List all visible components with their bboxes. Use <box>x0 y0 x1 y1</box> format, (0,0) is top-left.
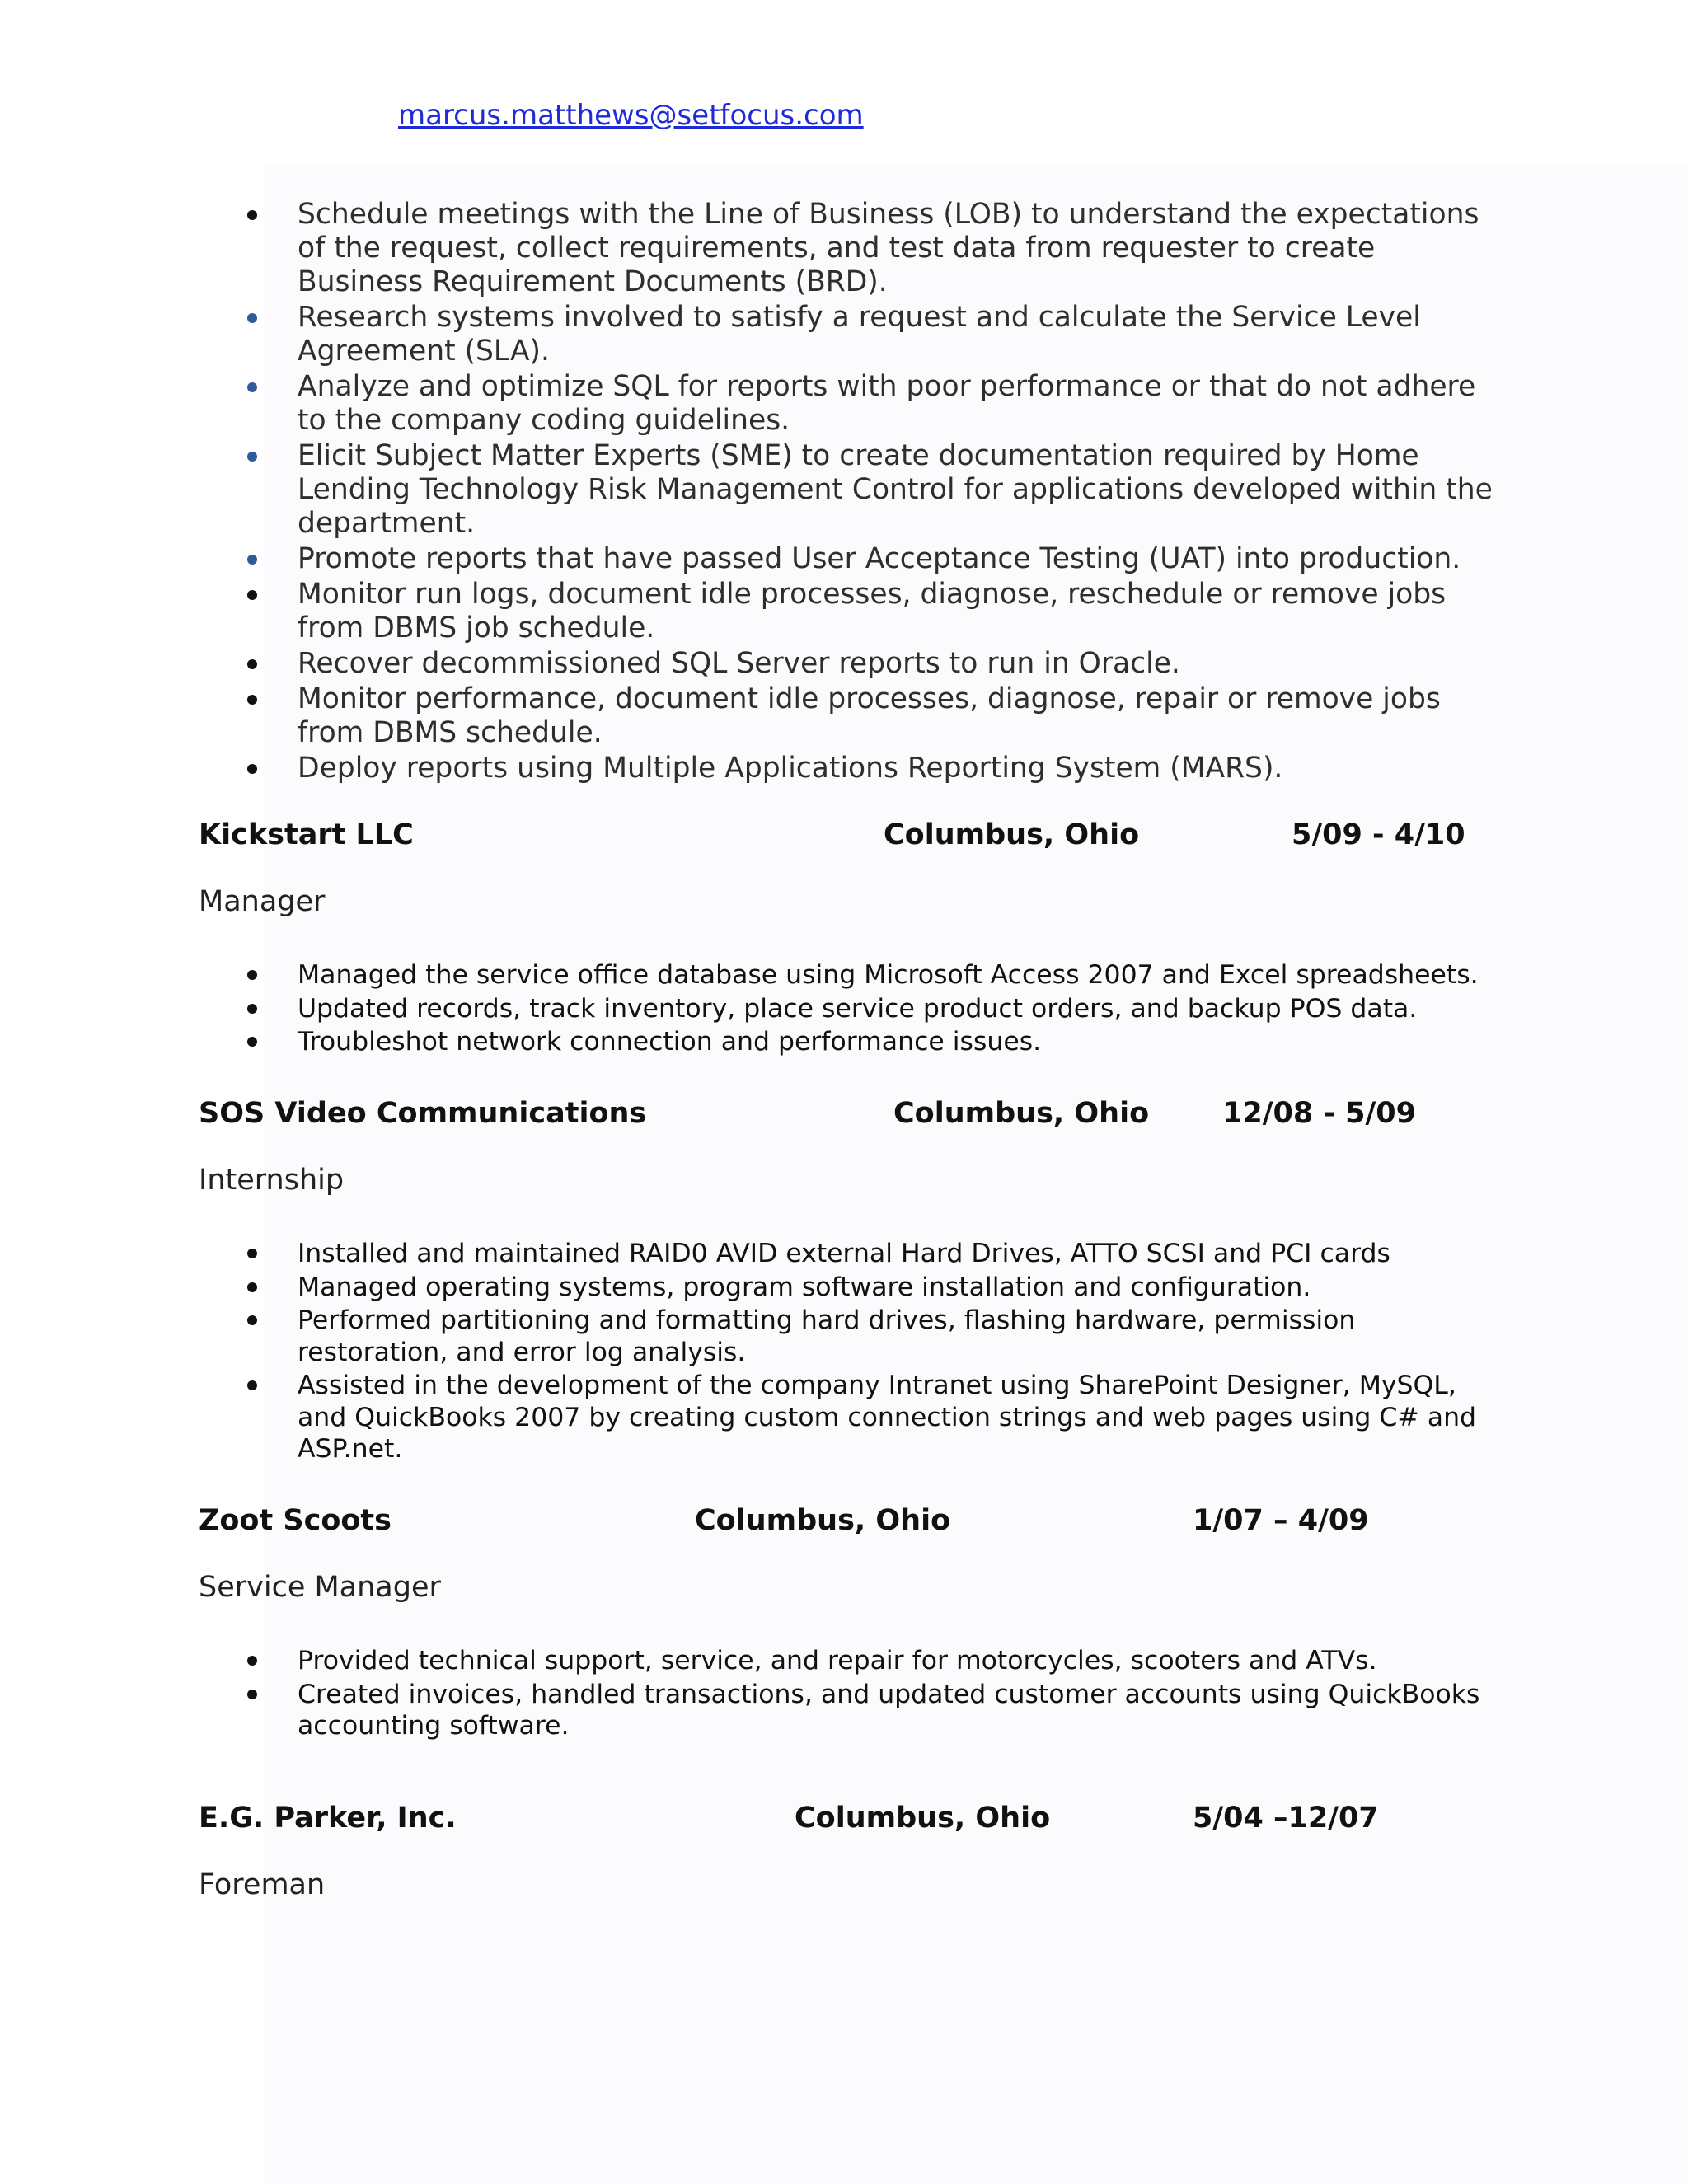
bullet-icon <box>247 382 257 392</box>
list-item: Managed operating systems, program software installation and configuration. <box>0 1272 1500 1304</box>
bullet-icon <box>247 1282 257 1292</box>
bullet-icon <box>247 1315 257 1325</box>
job-title: Foreman <box>199 1868 326 1901</box>
bullet-icon <box>247 590 257 600</box>
job-location: Columbus, Ohio <box>795 1802 1051 1835</box>
company-name: Zoot Scoots <box>199 1504 392 1537</box>
job-title: Manager <box>199 885 326 918</box>
bullet-icon <box>247 1249 257 1258</box>
list-item: Provided technical support, service, and repair for motorcycles, scooters and ATVs. <box>0 1645 1500 1677</box>
bullet-icon <box>247 1656 257 1666</box>
bullet-icon <box>247 210 257 220</box>
bullet-icon <box>247 970 257 980</box>
bullet-icon <box>247 313 257 323</box>
list-item: Elicit Subject Matter Experts (SME) to create documentation required by Home Lending Technology Risk Management Control for applications developed within the department. <box>0 439 1500 541</box>
job-bullet-list <box>0 959 1500 1060</box>
list-item: Performed partitioning and formatting hard drives, flashing hardware, permission restoration, and error log analysis. <box>0 1305 1500 1368</box>
list-item: Recover decommissioned SQL Server reports to run in Oracle. <box>0 647 1500 681</box>
job-bullet-list <box>0 1645 1500 1744</box>
bullet-icon <box>247 1004 257 1014</box>
bullet-icon <box>247 659 257 669</box>
job-location: Columbus, Ohio <box>884 818 1140 851</box>
intro-bullet-list <box>0 198 1500 787</box>
bullet-icon <box>247 1037 257 1047</box>
list-item: Troubleshot network connection and performance issues. <box>0 1026 1500 1058</box>
company-name: SOS Video Communications <box>199 1097 647 1130</box>
list-item: Promote reports that have passed User Acceptance Testing (UAT) into production. <box>0 542 1500 576</box>
list-item: Created invoices, handled transactions, and updated customer accounts using QuickBooks accounting software. <box>0 1679 1500 1742</box>
list-item: Assisted in the development of the company Intranet using SharePoint Designer, MySQL, and QuickBooks 2007 by creating custom connection strings and web pages using C# and ASP.net. <box>0 1370 1500 1465</box>
list-item: Installed and maintained RAID0 AVID external Hard Drives, ATTO SCSI and PCI cards <box>0 1238 1500 1270</box>
company-name: E.G. Parker, Inc. <box>199 1802 457 1835</box>
list-item: Schedule meetings with the Line of Business (LOB) to understand the expectations of the request, collect requirements, and test data from requester to create Business Requirement Documents (BRD). <box>0 198 1500 299</box>
list-item: Analyze and optimize SQL for reports with poor performance or that do not adhere to the company coding guidelines. <box>0 370 1500 438</box>
bullet-icon <box>247 764 257 774</box>
bullet-icon <box>247 555 257 565</box>
list-item: Research systems involved to satisfy a request and calculate the Service Level Agreement (SLA). <box>0 301 1500 368</box>
list-item: Updated records, track inventory, place service product orders, and backup POS data. <box>0 993 1500 1025</box>
job-dates: 5/04 –12/07 <box>1193 1802 1379 1835</box>
job-title: Internship <box>199 1164 345 1197</box>
bullet-icon <box>247 452 257 462</box>
company-name: Kickstart LLC <box>199 818 414 851</box>
bullet-icon <box>247 695 257 705</box>
list-item: Managed the service office database using Microsoft Access 2007 and Excel spreadsheets. <box>0 959 1500 991</box>
job-dates: 1/07 – 4/09 <box>1193 1504 1369 1537</box>
job-bullet-list <box>0 1238 1500 1467</box>
bullet-icon <box>247 1690 257 1699</box>
list-item: Monitor run logs, document idle processes, diagnose, reschedule or remove jobs from DBMS job schedule. <box>0 578 1500 645</box>
email-link[interactable]: marcus.matthews@setfocus.com <box>398 99 864 132</box>
list-item: Monitor performance, document idle processes, diagnose, repair or remove jobs from DBMS schedule. <box>0 682 1500 750</box>
job-dates: 12/08 - 5/09 <box>1222 1097 1416 1130</box>
job-title: Service Manager <box>199 1571 441 1604</box>
job-dates: 5/09 - 4/10 <box>1292 818 1465 851</box>
job-location: Columbus, Ohio <box>695 1504 951 1537</box>
bullet-icon <box>247 1380 257 1390</box>
list-item: Deploy reports using Multiple Applications Reporting System (MARS). <box>0 752 1500 785</box>
job-location: Columbus, Ohio <box>893 1097 1150 1130</box>
